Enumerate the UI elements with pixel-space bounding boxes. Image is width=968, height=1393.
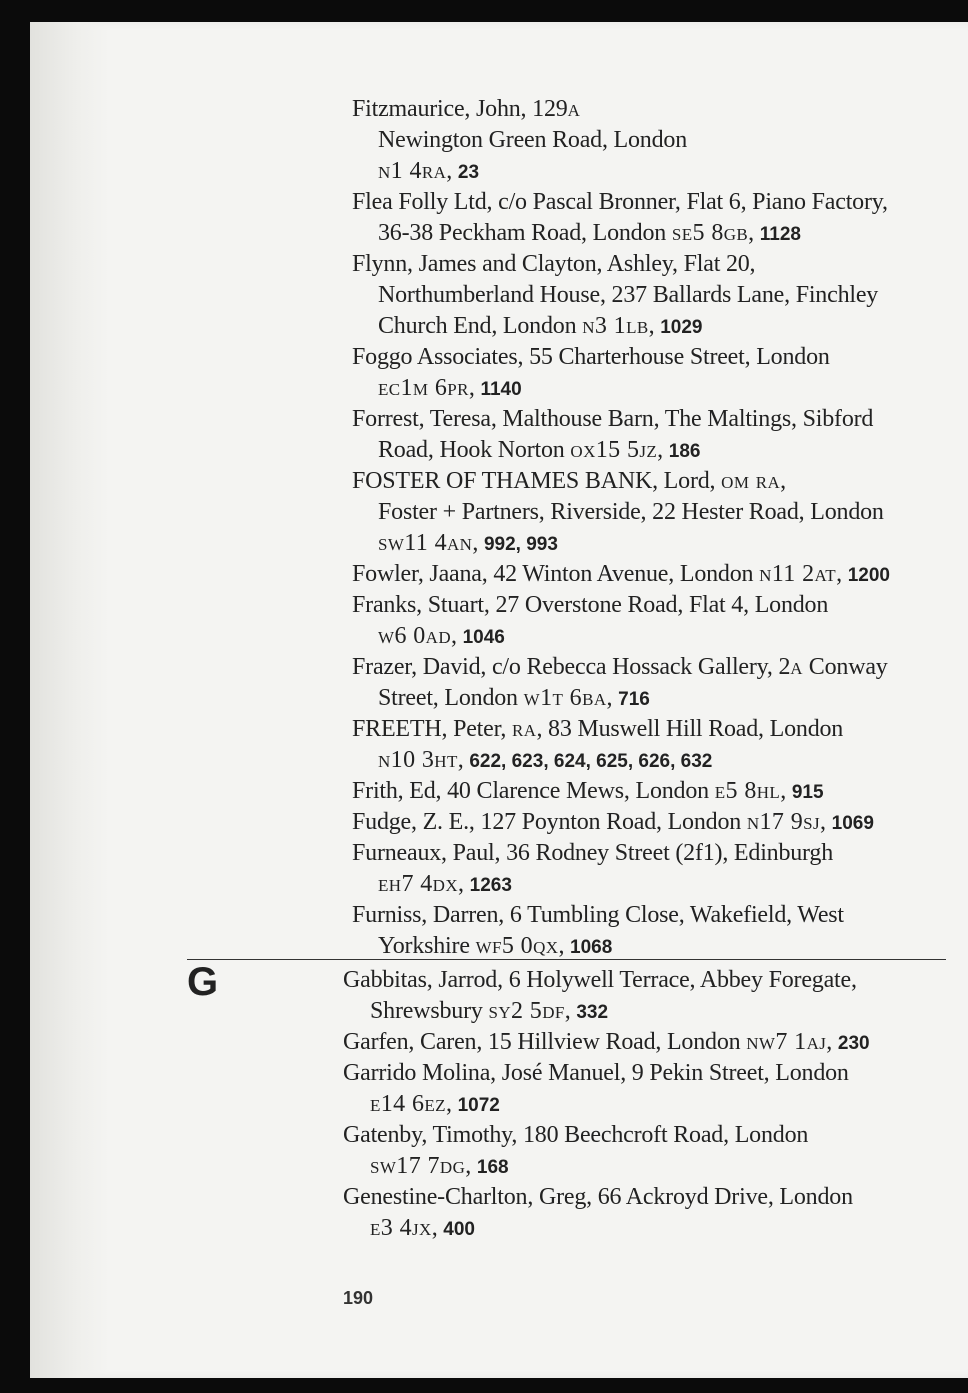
postcode-text: n11 2at: [759, 561, 837, 587]
entry-text: Church End, London: [378, 313, 583, 339]
page-reference: 1068: [570, 937, 613, 958]
entry-continuation-line: [378, 745, 712, 777]
postcode-text: n3 1lb: [582, 313, 649, 339]
entry-first-line: [352, 714, 843, 745]
entry-text: ,: [558, 933, 571, 959]
entry-text: ,: [657, 437, 669, 463]
postcode-text: n17 9sj: [746, 809, 821, 835]
page-reference: 23: [457, 162, 480, 183]
entry-first-line: [352, 187, 888, 218]
entry-continuation-line: [378, 621, 505, 653]
postcode-text: w6 0ad: [378, 623, 451, 649]
entry-text: Newington Green Road, London: [378, 127, 688, 153]
entry-text: ,: [468, 375, 481, 401]
postcode-text: om ra: [721, 468, 781, 494]
entry-text: ,: [564, 998, 577, 1024]
entry-first-line: [343, 965, 857, 996]
entry-text: ,: [465, 1153, 477, 1179]
entry-first-line: [352, 652, 888, 683]
section-divider: [187, 959, 946, 960]
entry-text: , 83 Muswell Hill Road, London: [536, 716, 844, 742]
entry-text: Yorkshire: [378, 933, 476, 959]
entry-continuation-line: [378, 311, 702, 343]
entry-text: Shrewsbury: [370, 998, 489, 1024]
page-reference: 168: [476, 1157, 509, 1178]
section-letter: G: [187, 960, 219, 1004]
entry-text: ,: [648, 313, 661, 339]
postcode-text: e14 6ez: [370, 1091, 446, 1117]
entry-text: Flea Folly Ltd, c/o Pascal Bronner, Flat 6, Piano Factory,: [352, 189, 888, 215]
entry-text: Street, London: [378, 685, 524, 711]
entry-text: ,: [820, 809, 832, 835]
entry-text: ,: [457, 747, 470, 773]
entry-first-line: [352, 249, 755, 280]
entry-first-line: [352, 900, 844, 931]
entry-text: Garfen, Caren, 15 Hillview Road, London: [343, 1029, 747, 1055]
postcode-text: ec1m 6pr: [378, 375, 469, 401]
entry-text: Furneaux, Paul, 36 Rodney Street (2f1), Edinburgh: [352, 840, 834, 866]
entry-first-line: [352, 807, 874, 839]
postcode-text: ra: [512, 716, 537, 742]
entry-text: Frith, Ed, 40 Clarence Mews, London: [352, 778, 715, 804]
entry-text: ,: [826, 1029, 838, 1055]
entry-text: Genestine-Charlton, Greg, 66 Ackroyd Drive, London: [343, 1184, 853, 1210]
entry-text: ,: [748, 220, 760, 246]
page-reference: 622, 623, 624, 625, 626, 632: [469, 751, 713, 772]
entry-continuation-line: [378, 683, 650, 715]
page-reference: 1263: [469, 875, 512, 896]
entry-continuation-line: [378, 280, 878, 311]
page-reference: 186: [668, 441, 701, 462]
entry-text: Flynn, James and Clayton, Ashley, Flat 20,: [352, 251, 756, 277]
entry-continuation-line: [378, 125, 687, 156]
entry-text: ,: [836, 561, 848, 587]
entry-continuation-line: [370, 1213, 475, 1245]
entry-first-line: [352, 590, 828, 621]
entry-text: ,: [780, 468, 786, 494]
entry-text: ,: [446, 158, 458, 184]
page-reference: 1140: [480, 379, 522, 400]
entry-first-line: [352, 404, 873, 435]
entry-text: Franks, Stuart, 27 Overstone Road, Flat 4, London: [352, 592, 829, 618]
page-reference: 1046: [462, 627, 505, 648]
entry-text: Fitzmaurice, John, 129: [352, 96, 568, 122]
entry-continuation-line: [378, 373, 522, 405]
page-reference: 400: [443, 1219, 475, 1240]
postcode-text: ox15 5jz: [570, 437, 658, 463]
entry-first-line: [352, 94, 580, 125]
entry-text: Foggo Associates, 55 Charterhouse Street, London: [352, 344, 830, 370]
entry-text: Gatenby, Timothy, 180 Beechcroft Road, London: [343, 1122, 809, 1148]
entry-text: Conway: [802, 654, 888, 680]
page-reference: 230: [837, 1033, 870, 1054]
entry-text: ,: [445, 1091, 458, 1117]
page-reference: 1072: [457, 1095, 500, 1116]
postcode-text: sw11 4an: [378, 530, 473, 556]
entry-continuation-line: [370, 996, 608, 1028]
entry-text: Foster + Partners, Riverside, 22 Hester Road, London: [378, 499, 884, 525]
entry-continuation-line: [378, 218, 801, 250]
entry-continuation-line: [370, 1089, 500, 1121]
entry-continuation-line: [378, 497, 884, 528]
postcode-text: nw7 1aj: [746, 1029, 827, 1055]
entry-first-line: [352, 466, 786, 497]
postcode-text: e5 8hl: [714, 778, 781, 804]
postcode-text: n10 3ht: [378, 747, 458, 773]
entry-first-line: [352, 776, 824, 808]
entry-continuation-line: [378, 528, 558, 560]
page-reference: 915: [791, 782, 824, 803]
entry-text: Fudge, Z. E., 127 Poynton Road, London: [352, 809, 747, 835]
postcode-text: sw17 7dg: [370, 1153, 466, 1179]
entry-first-line: [352, 559, 890, 591]
entry-text: ,: [606, 685, 619, 711]
entry-first-line: [352, 838, 833, 869]
entry-continuation-line: [378, 435, 700, 467]
entry-text: Garrido Molina, José Manuel, 9 Pekin Street, London: [343, 1060, 849, 1086]
page-reference: 1029: [660, 317, 703, 338]
entry-first-line: [343, 1182, 853, 1213]
entry-text: FOSTER OF THAMES BANK, Lord,: [352, 468, 722, 494]
page-reference: 1128: [759, 224, 801, 245]
entry-text: ,: [451, 623, 463, 649]
postcode-text: w1t 6ba: [523, 685, 607, 711]
entry-continuation-line: [378, 156, 479, 188]
entry-first-line: [343, 1027, 870, 1059]
postcode-text: wf5 0qx: [475, 933, 559, 959]
page-reference: 716: [618, 689, 650, 710]
postcode-text: eh7 4dx: [378, 871, 459, 897]
page-reference: 1200: [847, 565, 890, 586]
page-reference: 1069: [831, 813, 874, 834]
entry-first-line: [352, 342, 830, 373]
postcode-text: n1 4ra: [378, 158, 447, 184]
entry-first-line: [343, 1058, 849, 1089]
entry-text: Frazer, David, c/o Rebecca Hossack Gallery, 2: [352, 654, 791, 680]
postcode-text: a: [567, 96, 581, 122]
entry-text: ,: [780, 778, 792, 804]
entry-text: ,: [472, 530, 484, 556]
entry-text: 36-38 Peckham Road, London: [378, 220, 672, 246]
entry-text: Road, Hook Norton: [378, 437, 571, 463]
entry-text: Northumberland House, 237 Ballards Lane, Finchley: [378, 282, 879, 308]
entry-text: Fowler, Jaana, 42 Winton Avenue, London: [352, 561, 760, 587]
postcode-text: e3 4jx: [370, 1215, 432, 1241]
page-reference: 992, 993: [483, 534, 558, 555]
entry-text: Forrest, Teresa, Malthouse Barn, The Maltings, Sibford: [352, 406, 874, 432]
entry-text: ,: [458, 871, 470, 897]
entry-continuation-line: [378, 869, 512, 901]
entry-text: ,: [431, 1215, 444, 1241]
entry-text: Gabbitas, Jarrod, 6 Holywell Terrace, Abbey Foregate,: [343, 967, 857, 993]
postcode-text: se5 8gb: [671, 220, 749, 246]
postcode-text: sy2 5df: [488, 998, 565, 1024]
page-number: 190: [343, 1288, 374, 1308]
entry-first-line: [343, 1120, 808, 1151]
entry-continuation-line: [370, 1151, 509, 1183]
page-reference: 332: [576, 1002, 609, 1023]
postcode-text: a: [790, 654, 803, 680]
entry-text: FREETH, Peter,: [352, 716, 513, 742]
entry-text: Furniss, Darren, 6 Tumbling Close, Wakefield, West: [352, 902, 844, 928]
